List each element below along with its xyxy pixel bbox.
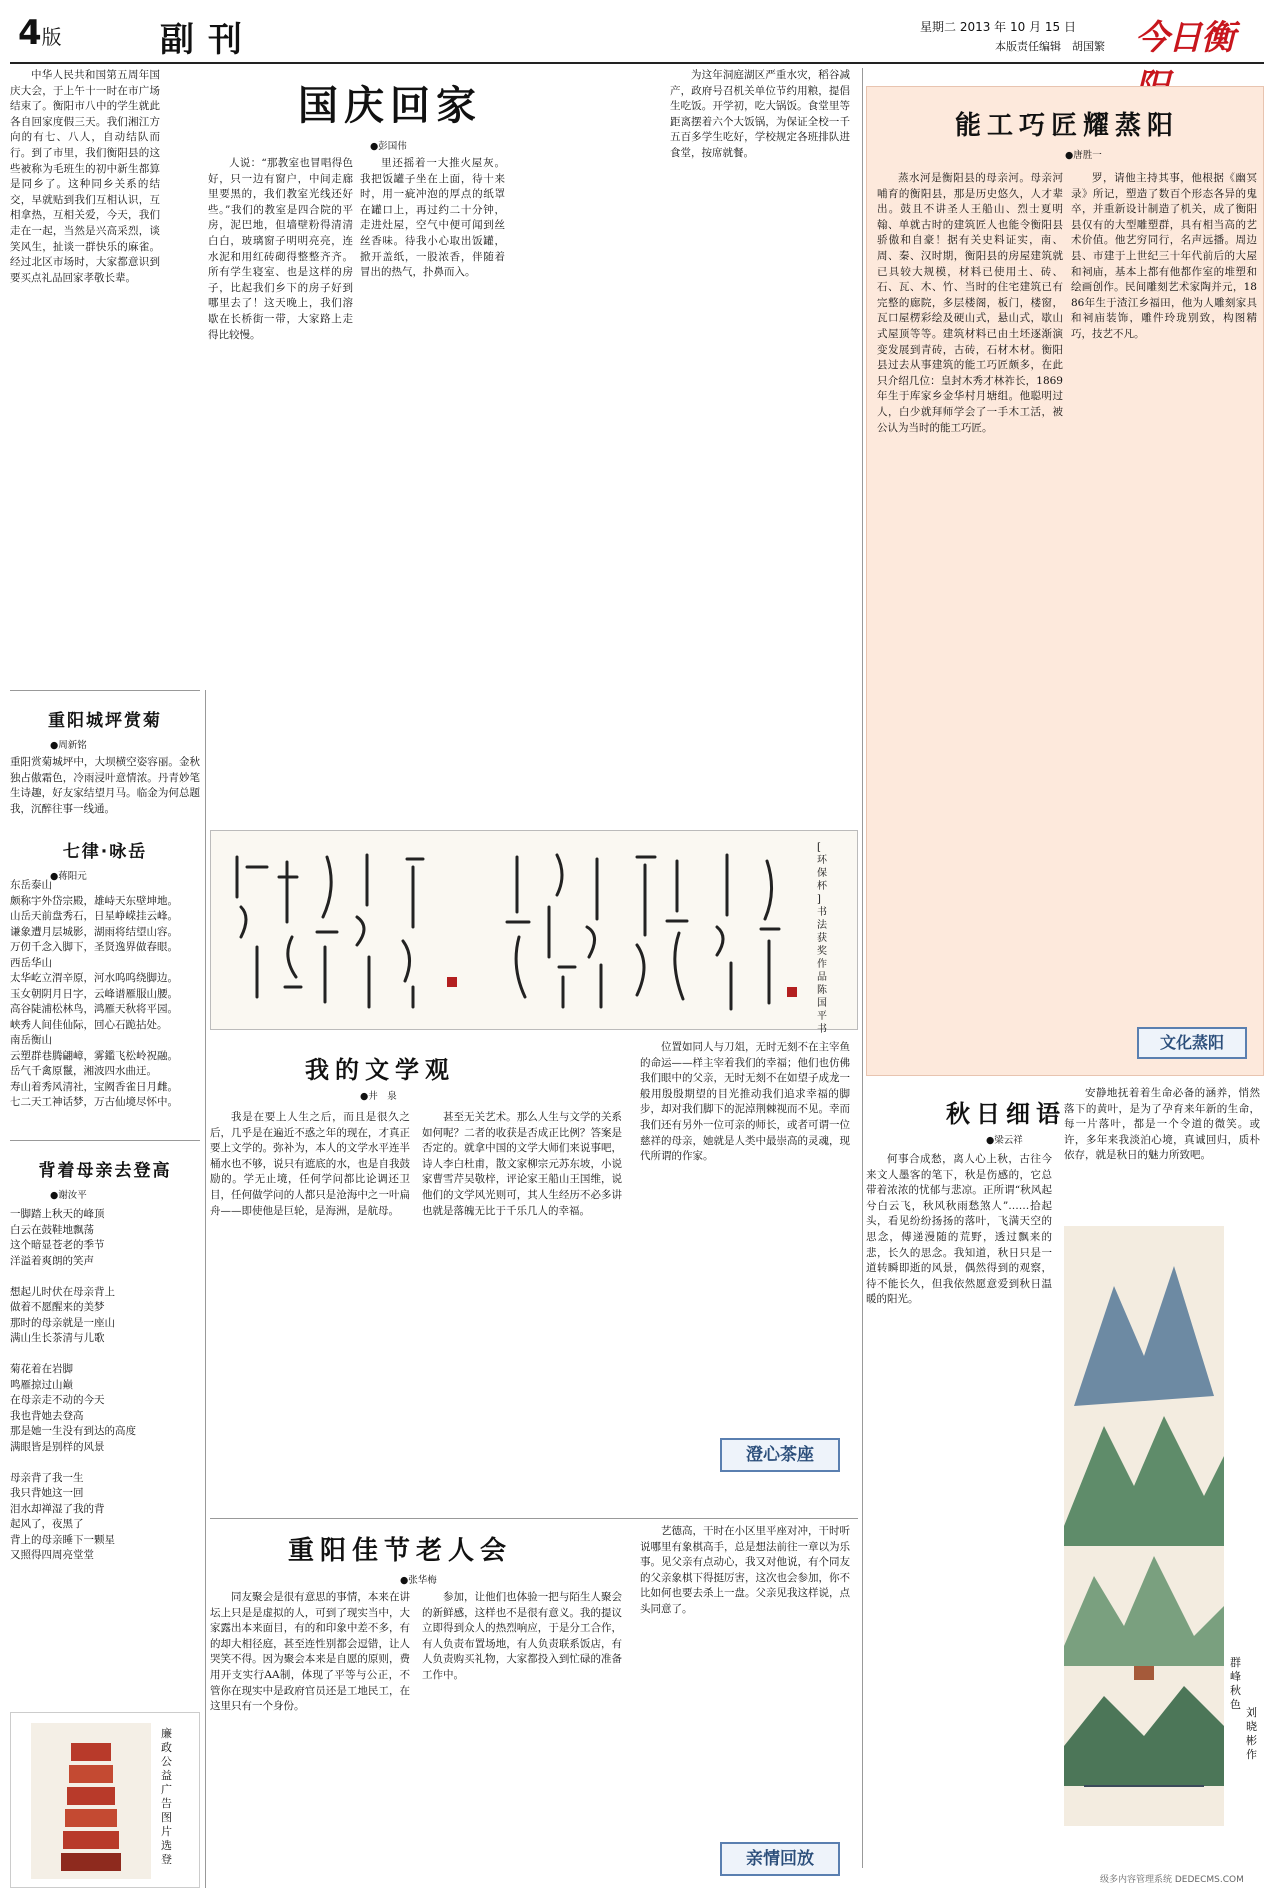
column-divider (862, 68, 863, 1868)
painting-artist: 刘晓彬 作 (1246, 1706, 1268, 1761)
poem-title: 背着母亲去登高 (38, 1161, 172, 1181)
poem-title: 重阳城坪赏菊 (48, 711, 162, 731)
article-title: 我的文学观 (305, 1056, 455, 1084)
article-chongyang-party (210, 1524, 858, 1888)
ad-image-icon (31, 1723, 151, 1879)
article-neng (866, 86, 1264, 1076)
editor-line: 本版责任编辑 胡国繁 (995, 40, 1105, 53)
watermark: 级多内容管理系统 DEDECMS.COM (1100, 1875, 1244, 1885)
section-divider (10, 1140, 200, 1141)
article-column: 参加，让他们也体验一把与陌生人聚会的新鲜感，这样也不是很有意义。我的提议立即得到众人的热烈响应，于是分工合作，有人负责布置场地，有人负责联系饭店，有人负责购买礼物，大家都投入到忙碌的准备工作中。 (422, 1591, 622, 1681)
page-number: 4版 (18, 13, 62, 53)
article-title: 国庆回家 (298, 83, 482, 129)
article-column: 蒸水河是衡阳县的母亲河。母亲河哺育的衡阳县，那是历史悠久，人才辈出。鼓且不讲圣人王船山、烈士夏明翰、单就古时的建筑匠人也能令衡阳县骄傲和自豪！据有关史料证实，南、周、秦、汉时期，衡阳县的房屋建筑就已具较大规模，材料已使用土、砖、石、瓦、木、竹、当时的住宅建筑已有完整的廊院，多层楼阁，板门，楼窗，瓦口屋楞彩绘及硬山式，悬山式，歇山式屋顶等等。建筑材料已由土坯逐渐演变发展到青砖，古砖，石材木材。衡阳县过去从事建筑的能工巧匠颇多，在此只介绍几位：皇封木秀才林祚长，1869年生于库家乡金华村月塘组。他聪明过人，白少就拜师学会了一手木工活，被公认为当时的能工巧匠。 (877, 172, 1063, 434)
poem-body: 一脚踏上秋天的峰顶 白云在鼓鞋地飘荡 这个暗显苍老的季节 洋溢着爽朗的笑声 想起儿时伏在母亲背上 做着不愿醒来的美梦 那时的母亲就是一座山 满山生长茶清与儿歌 菊花着在岩脚 鸣雁掠过山巅 在母亲走不动的今天 我也背她去登高 那是她一生没有到达的高度 满眼皆是别样的风景 母亲背了我一生 我只背她这一回 泪水却禅湿了我的背 起风了，夜黑了 背上的母亲睡下一颗星 又照得四周亮堂堂 (10, 1208, 136, 1561)
calligraphy-block (210, 830, 858, 1035)
poem-author: ●蒋阳元 (50, 871, 87, 882)
article-column: 同友聚会是很有意思的事情，本来在讲坛上只是是虚拟的人，可到了现实当中，大家露出本来面目，有的和印象中差不多，有的却大相径庭，甚至连性别都会逗错，让人哭笑不得。因为聚会本来是自愿的原则，费用开支实行AA制，体现了平等与公正，不管你在现实中是政府官员还是工地民工，在这里只有一个身份。 (210, 1591, 410, 1713)
article-author: ●梁云祥 (986, 1135, 1023, 1146)
article-title: 重阳佳节老人会 (287, 1536, 512, 1566)
article-qiuri (866, 1086, 1268, 1888)
article-column: 里还摇着一大推火屋灰。我把饭罐子坐在上面，待十来时，用一疵冲泡的厚点的纸罩在罐口上，再过约二十分钟，走进灶屋，空气中便可闻到丝丝香味。待我小心取出饭罐，掀开盖纸，一股浓香，伴随着冒出的热气，扑鼻而入。 (360, 157, 505, 279)
article-author: ●井 泉 (360, 1091, 397, 1102)
poem-author: ●谢汝平 (50, 1190, 87, 1201)
column-stamp: 文化蒸阳 (1137, 1027, 1247, 1059)
ad-caption: 廉政公益广告图片选登 (161, 1727, 172, 1866)
article-author: ●唐胜一 (1065, 150, 1102, 161)
poem-author: ●周新铭 (50, 740, 87, 751)
article-column: 安静地抚着着生命必备的涵养，悄然落下的黄叶，是为了孕育来年新的生命，每一片落叶，都是一个令道的微笑。或许，多年来我淡泊心境，真诚回归，质朴依存，就是秋日的魅力所致吧。 (1064, 1087, 1260, 1162)
ad-block (10, 1712, 200, 1888)
calligraphy-caption: [ 环保杯 ] 书法获奖作品 陈国平 书 (817, 842, 837, 1035)
poem-body: 重阳赏菊城坪中，大坝横空姿容丽。金秋独占傲霜色，冷雨浸叶意情浓。丹青妙笔生诗趣，好友家结望月马。临金为何总题我，沉醉往事一线通。 (10, 756, 200, 815)
landscape-painting-icon (1064, 1226, 1224, 1826)
article-guoqing (10, 68, 858, 678)
article-column: 为这年洞庭湖区严重水灾，稻谷减产，政府号召机关单位节约用粮，提倡生吃饭。开学初，吃大锅饭。食堂里等距离摆着六个大饭锅，为保证全校一千五百多学生吃好，学校规定各班排队进食堂，按席就餐。 (670, 69, 850, 159)
poem-beizhe (10, 1146, 200, 1706)
article-author: ●张华梅 (400, 1575, 437, 1586)
article-column: 艺德高，干时在小区里平座对冲，干时听说哪里有象棋高手，总是想法前往一章以为乐事。见父亲有点动心，我又对他说，有个同友的父亲象棋下得挺厉害，这次也会参加，你不比如何也要去杀上一盘。父亲见我这样说，点头同意了。 (640, 1525, 850, 1615)
masthead-logo: 今日衡 (1135, 18, 1234, 58)
painting-title: 群峰秋色 (1230, 1656, 1241, 1711)
article-column: 中华人民共和国第五周年国庆大会，于上午十一时在市广场结束了。衡阳市八中的学生就此各自回家度假三天。我们湘江方向的有七、八人，自动结队而行。到了市里，我们衡阳县的这些被称为毛班生的初中新生都算是同乡了。这种同乡关系的结交，早就贴到我们互相认识，互相拿热，互相关爱，今天，我们走在一起，当然是兴高采烈，谈笑风生，扯谈一群快乐的麻雀。经过北区市场时，大家都意识到要买点礼品回家孝敬长辈。 (10, 69, 160, 284)
article-column: 何事合成愁，离人心上秋，古往今来文人墨客的笔下，秋是伤感的，它总带着浓浓的忧郁与悲凉。正所谓“秋风起兮白云飞，秋风秋雨愁煞人”……拾起头，看见纷纷扬扬的落叶，飞满天空的思念，傅递漫随的荒野，透过飘来的悲，长久的思念。我知道，秋日只是一道转瞬即逝的风景，偶然得到的观察，待不能长久，但我依然愿意爱到秋日温暖的阳光。 (866, 1153, 1052, 1306)
landscape-painting (1064, 1226, 1268, 1826)
article-column: 甚至无关艺术。那么人生与文学的关系如何呢？二者的收获是否成正比例？答案是否定的。就拿中国的文学大师们来说事吧，诗人李白杜甫，散文家柳宗元苏东坡，小说家曹雪芹吴敬梓，评论家王船山王国维，说他们的文学风光则可，其人生经历不必多讲也就是落魄无比于千乐几人的幸福。 (422, 1111, 622, 1217)
column-divider (205, 690, 206, 1888)
section-divider (10, 690, 200, 691)
poem-title: 七律·咏岳 (62, 842, 148, 862)
article-author: ●彭国伟 (370, 141, 407, 152)
article-column: 我是在要上人生之后，而且是很久之后，几乎是在遍近不惑之年的现在，才真正要上文学的。弥补为，本人的文学水平连半桶水也不够，说只有遮底的水，也是自我鼓励的。学无止境，任何学问都比论调还卫目，任何做学问的人都只是沧海中之一叶扁舟——即使他是巨轮，是海洲，是航母。 (210, 1111, 410, 1217)
article-column: 罗，请他主持其事，他根据《幽冥录》所记，塑造了数百个形态各异的鬼卒，并重新设计制造了机关，成了衡阳县仅有的大型雕塑群，具有相当高的艺术价值。他艺穷同行，名声远播。周边县、市建于上世纪三十年代前后的大屋和祠庙，基本上都有他都作室的堆塑和绘画创作。民间雕刻艺术家陶并元，1886年生于渣江乡福田，他为人雕刻家具和祠庙装饰，雕件玲珑别致，构图精巧，技艺不凡。 (1071, 172, 1257, 340)
article-wenxue (210, 1040, 858, 1510)
column-stamp: 澄心茶座 (720, 1438, 840, 1472)
article-title: 秋日细语 (946, 1100, 1066, 1128)
poem-body: 东岳泰山 颇称宇外岱宗殿，雄峙天东壁坤地。 山岳天前盘秀石，日星峥嵘挂云峰。 谦象遭月层城影，湖雨将结望山容。 万仞千念入脚下，圣贤逸界做春眼。 西岳华山 太华屹立渭辛原，河水呜呜绕脚边。 玉女朝阴月日字，云峰谱雁服山腰。 高谷陡浦松林鸟，鸿雁天秋将平园。 峡秀人间佳仙际，回心石跪拈处。 南岳衡山 云塑群巷腾翩嶂，雾鑑飞松岭祝融。 岳气千禽原鬣，湘波四水曲迂。 寿山着秀风清社，宝阙香雀日月雌。 七二天工神话梦，万古仙境尽怀中。 (10, 879, 178, 1108)
section-divider (210, 1518, 858, 1519)
header-rule (10, 62, 1264, 64)
section-title: 副刊 (160, 20, 256, 60)
issue-date: 星期二 2013 年 10 月 15 日 (920, 20, 1076, 34)
page-header (10, 8, 1264, 60)
column-stamp: 亲情回放 (720, 1842, 840, 1876)
article-title: 能工巧匠耀蒸阳 (954, 111, 1179, 141)
article-column: 位置如同人与刀俎，无时无刻不在主宰鱼的命运——样主宰着我们的幸福；他们也仿佛我们眼中的父亲，无时无刻不在如望子成龙一般用殷殷期望的目光推动我们追求幸福的脚步，却对我们脚下的泥淖荆棘视而不见。幸而我们还有另外一位可亲的师长，或者可谓一位慈祥的母亲，她就是人类中最崇高的灵魂，现代所谓的作家。 (640, 1041, 850, 1163)
article-column: 人说：“那教室也冒唱得色好，只一边有窗户，中间走廊里要黑的，我们教室光线还好些。”我们的教室是四合院的平房，泥巴地，但墙壁粉得清清白白，玻璃窗子明明亮亮，连水泥和用红砖砌得整整齐齐。所有学生寝室、也是这样的房子，比起我们乡下的房子好到哪里去了！这天晚上，我们溶歇在长桥街一带，大家路上走得比较慢。 (208, 157, 353, 341)
calligraphy-scroll-icon (217, 837, 807, 1025)
